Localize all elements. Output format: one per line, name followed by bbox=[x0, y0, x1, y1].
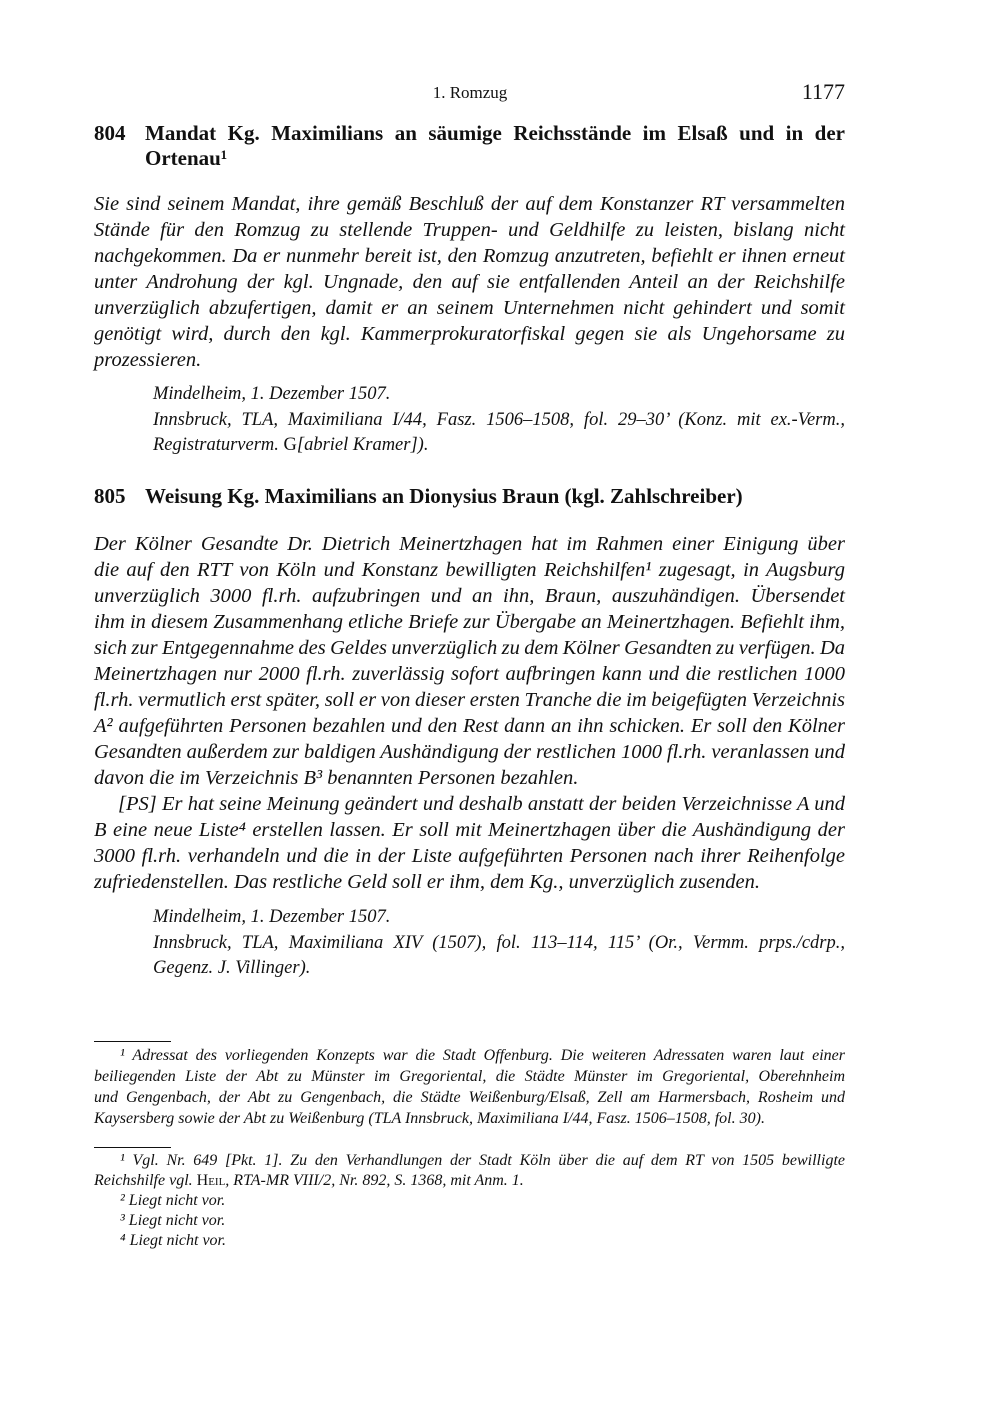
footnote-line: Kaysersberg sowie der Abt zu Weißenburg (TLA Innsbruck, Maximiliana I/44, Fasz. 1506–1508, fol. 30). bbox=[94, 1110, 765, 1127]
footnote-line: ² Liegt nicht vor. bbox=[120, 1192, 226, 1209]
entry-title-line: Mandat Kg. Maximilians an säumige Reichsstände im Elsaß und in der bbox=[145, 121, 845, 145]
summary-line: genötigt wird, durch den kgl. Kammerprokuratorfiskal gegen sie als Ungehorsame zu bbox=[94, 323, 845, 345]
summary-line: davon die im Verzeichnis B³ benannten Personen bezahlen. bbox=[94, 767, 579, 789]
source-line: Gegenz. J. Villinger). bbox=[153, 958, 311, 978]
footnote-divider bbox=[94, 1147, 171, 1148]
entry-title-line: Weisung Kg. Maximilians an Dionysius Braun (kgl. Zahlschreiber) bbox=[145, 484, 743, 508]
summary-line: ihm in diesem Zusammenhang etliche Briefe zur Übergabe an Meinertzhagen. Befiehlt ihm, bbox=[94, 611, 845, 633]
footnote-line: ³ Liegt nicht vor. bbox=[120, 1212, 226, 1229]
footnote-line: ¹ Vgl. Nr. 649 [Pkt. 1]. Zu den Verhandlungen der Stadt Köln über die auf dem RT von 1505 bewilligte bbox=[120, 1152, 845, 1169]
summary-line: Sie sind seinem Mandat, ihre gemäß Beschluß der auf dem Konstanzer RT versammelten bbox=[94, 193, 845, 215]
source-line: Mindelheim, 1. Dezember 1507. bbox=[153, 384, 391, 404]
footnote-divider bbox=[94, 1041, 171, 1042]
source-line: Innsbruck, TLA, Maximiliana XIV (1507), fol. 113–114, 115’ (Or., Vermm. prps./cdrp., bbox=[153, 932, 845, 953]
footnote-line: ¹ Adressat des vorliegenden Konzepts war die Stadt Offenburg. Die weiteren Adressaten waren laut einer bbox=[120, 1047, 845, 1064]
page-number: 1177 bbox=[801, 79, 845, 104]
source-line bbox=[153, 435, 845, 455]
footnote-line: und Gengenbach, der Abt zu Gengenbach, die Städte Weißenburg/Elsaß, Zell am Harmersbach, Rosheim und bbox=[94, 1089, 845, 1106]
summary-line: sich zur Entgegennahme des Geldes unverzüglich zu dem Kölner Gesandten zu verfügen. Da bbox=[94, 637, 845, 659]
entry-number: 804 bbox=[94, 121, 126, 145]
entry-number: 805 bbox=[94, 484, 126, 508]
summary-line: Stände für den Romzug zu stellende Truppen- und Geldhilfe zu leisten, bislang nicht bbox=[94, 219, 845, 241]
summary-line: unverzüglich abzufertigen, damit er an seinem Unternehmen nicht gehindert und somit bbox=[94, 297, 845, 319]
entry-title-line: Ortenau¹ bbox=[145, 146, 228, 170]
footnote-line bbox=[94, 1172, 845, 1190]
text-segment: Registraturverm. bbox=[153, 435, 284, 455]
summary-line: B eine neue Liste⁴ erstellen lassen. Er soll mit Meinertzhagen über die Aushändigung der bbox=[94, 819, 845, 841]
text-segment: G bbox=[283, 435, 297, 455]
summary-line: Der Kölner Gesandte Dr. Dietrich Meinertzhagen hat im Rahmen einer Einigung über bbox=[94, 533, 845, 555]
summary-line: unter Androhung der kgl. Ungnade, den auf sie entfallenden Anteil an der Reichshilfe bbox=[94, 271, 845, 293]
summary-line: Gesandten außerdem zur baldigen Aushändigung der restlichen 1000 fl.rh. veranlassen und bbox=[94, 741, 845, 763]
source-line: Innsbruck, TLA, Maximiliana I/44, Fasz. 1506–1508, fol. 29–30’ (Konz. mit ex.-Verm., bbox=[153, 409, 845, 430]
summary-line: die auf den RTT von Köln und Konstanz bewilligten Reichshilfen¹ zugesagt, in Augsburg bbox=[94, 559, 845, 581]
text-segment: [abriel Kramer]). bbox=[296, 435, 429, 455]
footnote-line: beiliegenden Liste der Abt zu Münster im Gregoriental, die Städte Münster im Gregoriental, Oberehnheim bbox=[94, 1068, 845, 1085]
summary-line: nachgekommen. Da er nunmehr bereit ist, den Romzug anzutreten, befiehlt er ihnen erneut bbox=[94, 245, 845, 267]
text-segment: Heil bbox=[196, 1172, 226, 1189]
summary-line: 3000 fl.rh. verhandeln und die in der Liste aufgeführten Personen nach ihrer Reihenfolge bbox=[94, 845, 845, 867]
source-line: Mindelheim, 1. Dezember 1507. bbox=[153, 907, 391, 927]
summary-line: fl.rh. vermutlich erst später, soll er von dieser ersten Tranche die im beigefügten Verzeichnis bbox=[94, 689, 845, 711]
running-title: 1. Romzug bbox=[432, 83, 508, 102]
summary-line: prozessieren. bbox=[94, 349, 202, 371]
text-segment: , RTA-MR VIII/2, Nr. 892, S. 1368, mit Anm. 1. bbox=[225, 1172, 524, 1189]
summary-line: Meinertzhagen nur 2000 fl.rh. zuverlässig sofort aufbringen kann und die restlichen 1000 bbox=[94, 663, 845, 685]
summary-line: [PS] Er hat seine Meinung geändert und deshalb anstatt der beiden Verzeichnisse A und bbox=[118, 793, 845, 815]
summary-line: A² aufgeführten Personen bezahlen und den Rest dann an ihn schicken. Er soll den Kölner bbox=[94, 715, 845, 737]
footnote-line: ⁴ Liegt nicht vor. bbox=[120, 1232, 226, 1249]
summary-line: zufriedenstellen. Das restliche Geld soll er ihm, dem Kg., unverzüglich zusenden. bbox=[94, 871, 760, 893]
summary-line: unverzüglich 3000 fl.rh. aufzubringen und an ihn, Braun, auszuhändigen. Übersendet bbox=[94, 585, 845, 607]
text-segment: Reichshilfe vgl. bbox=[94, 1172, 197, 1189]
